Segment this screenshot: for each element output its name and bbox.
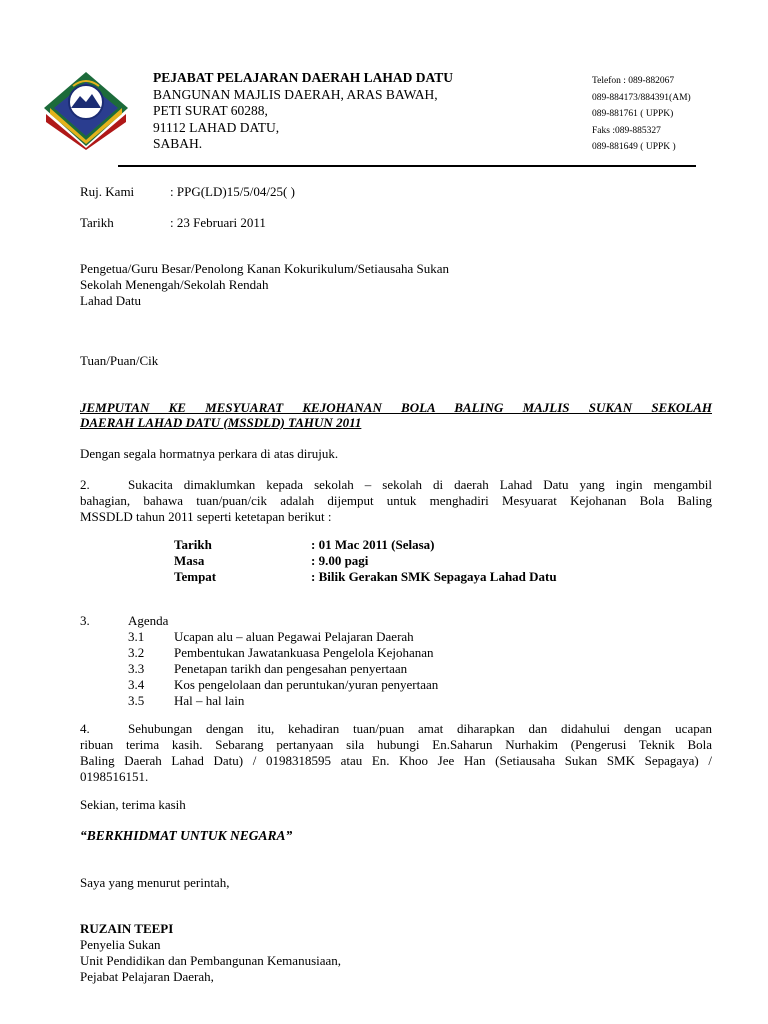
subject-line: DAERAH LAHAD DATU (MSSDLD) TAHUN 2011 (80, 415, 362, 430)
motto: “BERKHIDMAT UNTUK NEGARA” (80, 828, 293, 843)
date-row (80, 215, 266, 231)
ref-value: : PPG(LD)15/5/04/25( ) (170, 184, 295, 199)
agenda-item-number: 3.3 (128, 661, 145, 676)
paragraph-number: 2. (80, 477, 90, 492)
agenda-item-number: 3.2 (128, 645, 145, 660)
agenda-item-text: Penetapan tarikh dan pengesahan penyertaan (174, 661, 408, 676)
letterhead-address (153, 70, 453, 153)
agenda-title: Agenda (128, 613, 169, 628)
header-divider (118, 165, 696, 167)
ref-label: Ruj. Kami (80, 184, 135, 199)
opening-line: Dengan segala hormatnya perkara di atas dirujuk. (80, 446, 339, 461)
address-line: SABAH. (153, 136, 203, 151)
meeting-venue-label: Tempat (174, 569, 217, 584)
agenda-item-text: Ucapan alu – aluan Pegawai Pelajaran Daerah (174, 629, 414, 644)
address-line: 91112 LAHAD DATU, (153, 119, 280, 135)
agenda-item (80, 645, 438, 661)
paragraph-4 (80, 721, 712, 785)
subject-heading (80, 400, 712, 430)
paragraph-text: Sukacita dimaklumkan kepada sekolah – sekolah di daerah Lahad Datu yang ingin mengambil (128, 477, 712, 492)
contact-line: 089-881761 ( UPPK) (592, 109, 674, 119)
agenda-item-number: 3.5 (128, 693, 145, 708)
signatory-title: Penyelia Sukan (80, 937, 161, 952)
agenda-item-text: Hal – hal lain (174, 693, 245, 708)
paragraph-text: bahagian, bahawa tuan/puan/cik adalah dijemput untuk menghadiri Mesyuarat Kejohanan Bola Baling (80, 493, 712, 508)
contact-line: Faks :089-885327 (592, 125, 661, 136)
signature-block (80, 921, 341, 985)
paragraph-text: ribuan terima kasih. Sebarang pertanyaan sila hubungi En.Saharun Nurhakim (Pengerusi Teknik Bola (80, 737, 712, 752)
office-logo (40, 68, 132, 150)
office-name: PEJABAT PELAJARAN DAERAH LAHAD DATU (153, 70, 454, 85)
subject-line: JEMPUTAN KE MESYUARAT KEJOHANAN BOLA BALING MAJLIS SUKAN SEKOLAH (80, 400, 712, 415)
agenda-block (80, 613, 438, 709)
recipient-line: Pengetua/Guru Besar/Penolong Kanan Kokurikulum/Setiausaha Sukan (80, 261, 449, 276)
meeting-date-label: Tarikh (174, 537, 212, 552)
signatory-name: RUZAIN TEEPI (80, 921, 174, 936)
agenda-item-text: Pembentukan Jawatankuasa Pengelola Kejohanan (174, 645, 434, 660)
agenda-item-number: 3.1 (128, 629, 145, 644)
agenda-number: 3. (80, 613, 90, 628)
recipient-block (80, 261, 449, 309)
address-line: BANGUNAN MAJLIS DAERAH, ARAS BAWAH, (153, 86, 438, 102)
meeting-time-label: Masa (174, 553, 205, 568)
paragraph-text: 0198516151. (80, 769, 149, 784)
agenda-item (80, 693, 438, 709)
agenda-item (80, 661, 438, 677)
paragraph-2 (80, 477, 712, 525)
contact-line: 089-881649 ( UPPK ) (592, 142, 676, 152)
paragraph-text: MSSDLD tahun 2011 seperti ketetapan berikut : (80, 509, 332, 524)
meeting-venue-value: : Bilik Gerakan SMK Sepagaya Lahad Datu (311, 569, 557, 584)
letterhead-contact (592, 73, 691, 156)
meeting-time-value: : 9.00 pagi (311, 553, 369, 568)
agenda-item (80, 629, 438, 645)
crest-icon (40, 68, 132, 150)
agenda-item-text: Kos pengelolaan dan peruntukan/yuran penyertaan (174, 677, 439, 692)
closing-line: Sekian, terima kasih (80, 797, 186, 812)
paragraph-text: Sehubungan dengan itu, kehadiran tuan/puan amat diharapkan dan didahului dengan ucapan (128, 721, 712, 736)
recipient-line: Sekolah Menengah/Sekolah Rendah (80, 277, 269, 292)
agenda-item-number: 3.4 (128, 677, 145, 692)
contact-line: Telefon : 089-882067 (592, 76, 675, 86)
contact-line: 089-884173/884391(AM) (592, 92, 691, 103)
paragraph-number: 4. (80, 721, 90, 736)
signatory-unit: Unit Pendidikan dan Pembangunan Kemanusiaan, (80, 953, 342, 968)
meeting-details (174, 537, 557, 585)
reference-row (80, 184, 295, 200)
date-value: : 23 Februari 2011 (170, 215, 266, 230)
paragraph-text: Baling Daerah Lahad Datu) / 0198318595 atau En. Khoo Jee Han (Setiausaha Sukan SMK Sepagaya) / (80, 753, 712, 768)
agenda-item (80, 677, 438, 693)
sign-off: Saya yang menurut perintah, (80, 875, 230, 890)
signatory-office: Pejabat Pelajaran Daerah, (80, 969, 214, 984)
meeting-date-value: : 01 Mac 2011 (Selasa) (311, 537, 435, 552)
recipient-line: Lahad Datu (80, 293, 142, 308)
date-label: Tarikh (80, 215, 114, 230)
salutation: Tuan/Puan/Cik (80, 353, 159, 368)
address-line: PETI SURAT 60288, (153, 103, 268, 118)
